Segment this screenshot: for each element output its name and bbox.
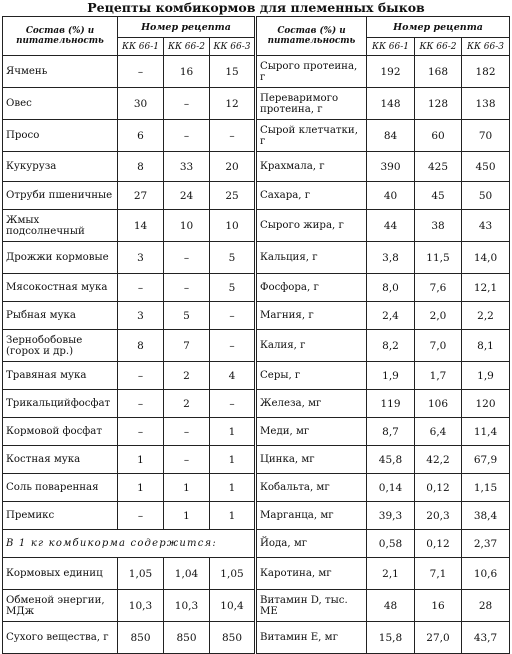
table-row: [3, 152, 510, 182]
ingredient-value: 10,3: [118, 590, 164, 622]
nutrient-value: 1,9: [367, 362, 415, 390]
ingredient-value: 3: [118, 242, 164, 274]
left-code-2: КК 66-2: [164, 38, 210, 56]
nutrient-value: 425: [415, 152, 462, 182]
nutrient-name: Каротина, мг: [256, 558, 367, 590]
nutrient-value: 44: [367, 210, 415, 242]
nutrient-value: 7,0: [415, 330, 462, 362]
nutrient-value: 84: [367, 120, 415, 152]
nutrient-name: Сырой клетчатки, г: [256, 120, 367, 152]
table-row: [3, 390, 510, 418]
ingredient-value: –: [118, 418, 164, 446]
nutrient-value: 28: [462, 590, 510, 622]
nutrient-value: 6,4: [415, 418, 462, 446]
ingredient-value: –: [118, 274, 164, 302]
nutrient-name: Фосфора, г: [256, 274, 367, 302]
table-row: [3, 362, 510, 390]
ingredient-name: Обменой энергии, МДж: [3, 590, 118, 622]
nutrient-name: Витамин Е, мг: [256, 622, 367, 654]
ingredient-value: 1: [164, 474, 210, 502]
nutrient-value: 3,8: [367, 242, 415, 274]
left-recipe-number-header: Номер рецепта: [118, 17, 256, 38]
ingredient-name: Кормовой фосфат: [3, 418, 118, 446]
ingredient-value: 20: [210, 152, 256, 182]
nutrient-value: 2,4: [367, 302, 415, 330]
ingredient-name: Просо: [3, 120, 118, 152]
ingredient-value: 4: [210, 362, 256, 390]
ingredient-value: 1,04: [164, 558, 210, 590]
nutrient-name: Переваримого протеина, г: [256, 88, 367, 120]
nutrient-value: 1,7: [415, 362, 462, 390]
ingredient-value: 7: [164, 330, 210, 362]
nutrient-value: 8,0: [367, 274, 415, 302]
ingredient-value: –: [164, 120, 210, 152]
left-code-3: КК 66-3: [210, 38, 256, 56]
nutrient-value: 2,0: [415, 302, 462, 330]
ingredient-value: 850: [118, 622, 164, 654]
nutrient-value: 12,1: [462, 274, 510, 302]
nutrient-value: 60: [415, 120, 462, 152]
nutrient-name: Йода, мг: [256, 530, 367, 558]
table-row: [3, 558, 510, 590]
nutrient-name: Витамин D, тыс. ME: [256, 590, 367, 622]
table-row: [3, 182, 510, 210]
nutrient-value: 8,7: [367, 418, 415, 446]
nutrient-value: 39,3: [367, 502, 415, 530]
ingredient-value: 1,05: [210, 558, 256, 590]
ingredient-value: 15: [210, 56, 256, 88]
nutrient-value: 390: [367, 152, 415, 182]
nutrient-value: 8,2: [367, 330, 415, 362]
ingredient-value: 1: [210, 502, 256, 530]
ingredient-value: 1: [118, 474, 164, 502]
right-code-2: КК 66-2: [415, 38, 462, 56]
nutrient-value: 70: [462, 120, 510, 152]
recipe-table: [2, 16, 510, 654]
nutrient-value: 450: [462, 152, 510, 182]
ingredient-name: Овес: [3, 88, 118, 120]
ingredient-value: –: [210, 390, 256, 418]
nutrient-value: 2,37: [462, 530, 510, 558]
nutrient-value: 0,14: [367, 474, 415, 502]
nutrient-value: 2,1: [367, 558, 415, 590]
ingredient-value: –: [118, 362, 164, 390]
ingredient-name: Премикс: [3, 502, 118, 530]
nutrient-name: Сырого жира, г: [256, 210, 367, 242]
nutrient-name: Сахара, г: [256, 182, 367, 210]
nutrient-value: 148: [367, 88, 415, 120]
ingredient-value: –: [164, 418, 210, 446]
nutrient-name: Меди, мг: [256, 418, 367, 446]
ingredient-name: Костная мука: [3, 446, 118, 474]
nutrient-value: 16: [415, 590, 462, 622]
nutrient-value: 0,58: [367, 530, 415, 558]
ingredient-value: 1,05: [118, 558, 164, 590]
ingredient-value: –: [210, 330, 256, 362]
nutrient-value: 120: [462, 390, 510, 418]
ingredient-value: –: [118, 56, 164, 88]
nutrient-name: Серы, г: [256, 362, 367, 390]
ingredient-value: 12: [210, 88, 256, 120]
table-row: [3, 210, 510, 242]
ingredient-value: 10,4: [210, 590, 256, 622]
nutrient-value: 192: [367, 56, 415, 88]
ingredient-name: Жмых подсолнечный: [3, 210, 118, 242]
nutrient-value: 45: [415, 182, 462, 210]
nutrient-name: Магния, г: [256, 302, 367, 330]
ingredient-name: Кормовых единиц: [3, 558, 118, 590]
ingredient-name: Соль поваренная: [3, 474, 118, 502]
ingredient-name: Отруби пшеничные: [3, 182, 118, 210]
ingredient-value: 10,3: [164, 590, 210, 622]
nutrient-name: Цинка, мг: [256, 446, 367, 474]
ingredient-value: 5: [164, 302, 210, 330]
ingredient-value: 27: [118, 182, 164, 210]
ingredient-value: 850: [210, 622, 256, 654]
nutrient-value: 1,15: [462, 474, 510, 502]
nutrient-value: 42,2: [415, 446, 462, 474]
composition-note: В 1 кг комбикорма содержится:: [3, 530, 256, 558]
table-row: [3, 242, 510, 274]
ingredient-value: 5: [210, 274, 256, 302]
ingredient-name: Зернобобовые (горох и др.): [3, 330, 118, 362]
recipe-table-container: [2, 16, 509, 654]
ingredient-value: 2: [164, 390, 210, 418]
ingredient-name: Травяная мука: [3, 362, 118, 390]
right-composition-header: Состав (%) и питательность: [256, 17, 367, 56]
nutrient-name: Крахмала, г: [256, 152, 367, 182]
nutrient-value: 7,6: [415, 274, 462, 302]
ingredient-value: 2: [164, 362, 210, 390]
nutrient-value: 43: [462, 210, 510, 242]
nutrient-name: Кобальта, мг: [256, 474, 367, 502]
ingredient-name: Кукуруза: [3, 152, 118, 182]
nutrient-value: 182: [462, 56, 510, 88]
nutrient-value: 1,9: [462, 362, 510, 390]
table-row: [3, 120, 510, 152]
table-row: [3, 418, 510, 446]
ingredient-name: Рыбная мука: [3, 302, 118, 330]
right-recipe-number-header: Номер рецепта: [367, 17, 510, 38]
ingredient-value: –: [210, 120, 256, 152]
table-row: [3, 446, 510, 474]
ingredient-value: 33: [164, 152, 210, 182]
nutrient-value: 106: [415, 390, 462, 418]
ingredient-value: –: [118, 502, 164, 530]
table-row: [3, 590, 510, 622]
left-composition-header: Состав (%) и питательность: [3, 17, 118, 56]
ingredient-name: Дрожжи кормовые: [3, 242, 118, 274]
right-code-1: КК 66-1: [367, 38, 415, 56]
page-title: Рецепты комбикормов для племенных быков: [87, 0, 425, 15]
ingredient-value: 24: [164, 182, 210, 210]
ingredient-value: 8: [118, 152, 164, 182]
ingredient-value: 30: [118, 88, 164, 120]
table-row: [3, 330, 510, 362]
ingredient-value: –: [164, 242, 210, 274]
table-row: [3, 622, 510, 654]
nutrient-value: 0,12: [415, 530, 462, 558]
ingredient-name: Ячмень: [3, 56, 118, 88]
nutrient-value: 10,6: [462, 558, 510, 590]
nutrient-value: 38: [415, 210, 462, 242]
nutrient-value: 138: [462, 88, 510, 120]
nutrient-value: 48: [367, 590, 415, 622]
ingredient-value: –: [118, 390, 164, 418]
ingredient-value: 10: [210, 210, 256, 242]
nutrient-value: 119: [367, 390, 415, 418]
table-row: [3, 530, 510, 558]
nutrient-value: 168: [415, 56, 462, 88]
nutrient-value: 43,7: [462, 622, 510, 654]
nutrient-value: 7,1: [415, 558, 462, 590]
ingredient-value: 25: [210, 182, 256, 210]
nutrient-value: 38,4: [462, 502, 510, 530]
table-row: [3, 474, 510, 502]
table-row: [3, 56, 510, 88]
ingredient-value: –: [210, 302, 256, 330]
ingredient-name: Мясокостная мука: [3, 274, 118, 302]
ingredient-name: Сухого вещества, г: [3, 622, 118, 654]
ingredient-value: 16: [164, 56, 210, 88]
ingredient-value: –: [164, 446, 210, 474]
ingredient-value: 1: [210, 474, 256, 502]
right-code-3: КК 66-3: [462, 38, 510, 56]
recipe-table-body: [3, 56, 510, 654]
nutrient-value: 45,8: [367, 446, 415, 474]
ingredient-value: –: [164, 88, 210, 120]
ingredient-name: Трикальцийфосфат: [3, 390, 118, 418]
table-row: [3, 88, 510, 120]
nutrient-name: Марганца, мг: [256, 502, 367, 530]
nutrient-value: 50: [462, 182, 510, 210]
nutrient-value: 27,0: [415, 622, 462, 654]
ingredient-value: 850: [164, 622, 210, 654]
nutrient-value: 11,5: [415, 242, 462, 274]
ingredient-value: 6: [118, 120, 164, 152]
ingredient-value: –: [164, 274, 210, 302]
ingredient-value: 3: [118, 302, 164, 330]
table-row: [3, 502, 510, 530]
nutrient-name: Калия, г: [256, 330, 367, 362]
nutrient-name: Сырого протеина, г: [256, 56, 367, 88]
nutrient-value: 67,9: [462, 446, 510, 474]
nutrient-name: Кальция, г: [256, 242, 367, 274]
nutrient-value: 14,0: [462, 242, 510, 274]
nutrient-value: 40: [367, 182, 415, 210]
table-row: [3, 302, 510, 330]
ingredient-value: 1: [164, 502, 210, 530]
ingredient-value: 5: [210, 242, 256, 274]
nutrient-value: 15,8: [367, 622, 415, 654]
ingredient-value: 10: [164, 210, 210, 242]
ingredient-value: 14: [118, 210, 164, 242]
nutrient-value: 20,3: [415, 502, 462, 530]
nutrient-value: 0,12: [415, 474, 462, 502]
nutrient-name: Железа, мг: [256, 390, 367, 418]
nutrient-value: 11,4: [462, 418, 510, 446]
ingredient-value: 8: [118, 330, 164, 362]
ingredient-value: 1: [210, 446, 256, 474]
nutrient-value: 128: [415, 88, 462, 120]
ingredient-value: 1: [210, 418, 256, 446]
left-code-1: КК 66-1: [118, 38, 164, 56]
ingredient-value: 1: [118, 446, 164, 474]
nutrient-value: 2,2: [462, 302, 510, 330]
nutrient-value: 8,1: [462, 330, 510, 362]
table-row: [3, 274, 510, 302]
